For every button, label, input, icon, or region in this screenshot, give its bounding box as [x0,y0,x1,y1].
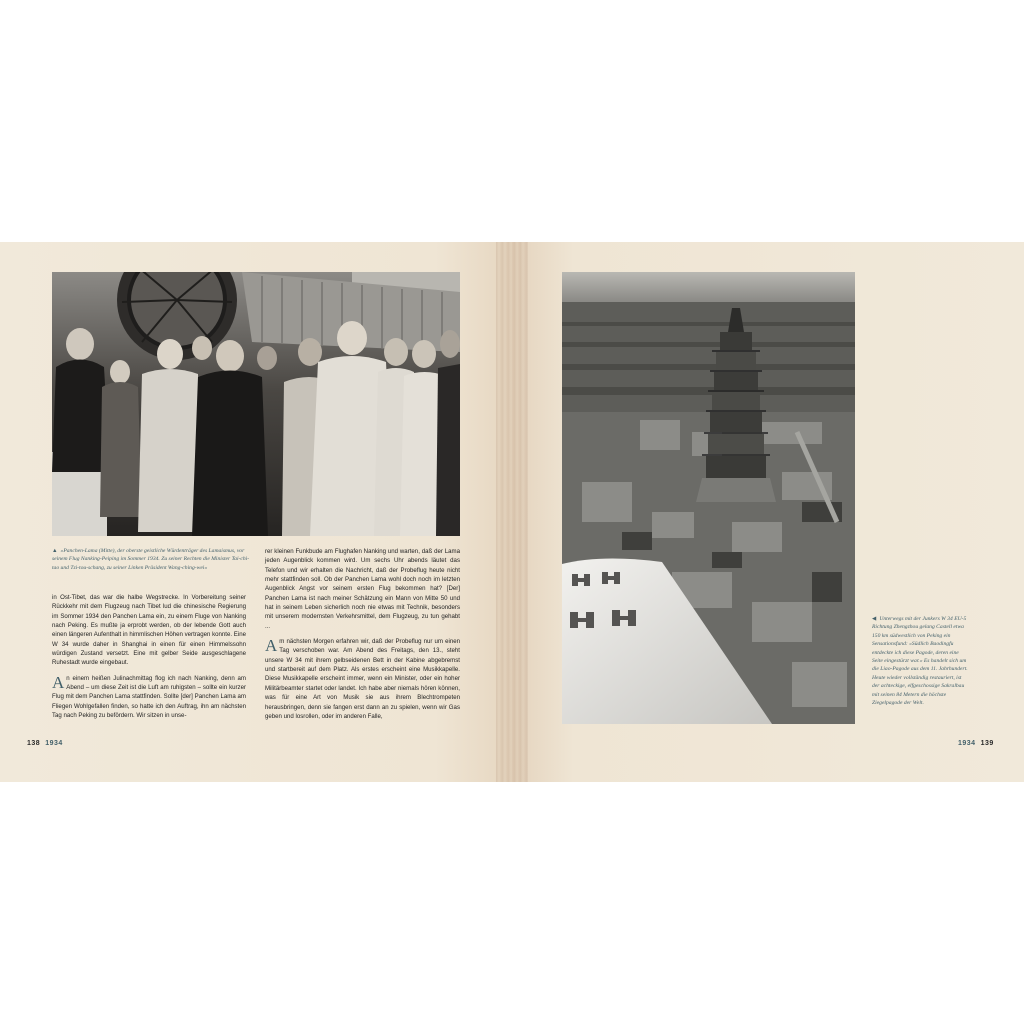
drop-cap: A [265,636,278,656]
book-gutter [496,242,528,782]
book-spread [0,242,1024,782]
running-year: 1934 [45,740,63,747]
caption-pointer-icon: ◀ [872,616,877,622]
paragraph: rer kleinen Funkbude am Flughafen Nanking und warten, daß der Lama jeden Augenblick kommen wird. Um sechs Uhr abends läutet das Telefon und wir erhalten die Nachricht, daß der Probeflug heute nicht mehr stattfinden soll. Ob der Panchen Lama wohl doch noch im letzten Augenblick Angst vor seinem ersten Flug bekommen hat? [Der] Panchen Lama ist nach meiner Schätzung ein Mann von Mitte 50 und hat in seinem Leben sicherlich noch nie etwas mit Technik, besonders mit unserem modernsten Verkehrsmittel, dem Flugzeug, zu tun gehabt ... [265,548,460,630]
left-folio [27,740,68,747]
right-photo-caption: ◀ Unterwegs mit der Junkers W 34 EU-5 Richtung Zhengzhou gelang Castell etwa 150 km südwestlich von Peking ein Sensationsfund: »Südlich Baodingfu entdeckte ich diese Pagode, deren eine Seite eingestürzt war.« Es handelt sich um die Liao-Pagode aus dem 11. Jahrhundert. Heute wieder vollständig restauriert, ist der achteckige, elfgeschossige Sakralbau mit seinen 84 Metern die höchste Ziegelpagode der Welt. [872,616,968,707]
page-number: 139 [980,740,994,747]
text-column-1 [52,593,246,726]
paragraph: in Ost-Tibet, das war die halbe Wegstrecke. In Vorbereitung seiner Rückkehr mit dem Flugzeug nach Tibet lud die chinesische Regierung im Sommer 1934 den Panchen Lama ein, zu einem Fluge von Nanking nach Peking. Es mußte ja erprobt werden, ob der lebende Gott auch einen längeren Aufenthalt in himmlischen Höhen vertragen konnte. Eine W 34 wurde daher in Shanghai in einen für einen Himmelssohn würdigen Zustand versetzt. Eine mit gelber Seide ausgeschlagene Ruhestadt wurde eingebaut. [52,594,246,667]
pagoda-aerial-image [562,272,855,724]
paragraph: An einem heißen Julinachmittag flog ich nach Nanking, denn am Abend – um diese Zeit ist die Luft am ruhigsten – sollte ein kurzer Flug mit dem Panchen Lama stattfinden. Sollte [der] Panchen Lama am Fliegen Wohlgefallen finden, so hatte ich den Auftrag, ihn am nächsten Tag nach Peking zu befördern. Wir sitzen in unse- [52,672,246,720]
text-column-2 [265,547,460,727]
pagoda-aerial-photo [562,272,855,724]
group-photo [52,272,460,536]
page-number: 138 [27,740,41,747]
drop-cap: A [52,672,65,692]
right-folio [953,740,994,747]
running-year: 1934 [958,740,976,747]
paragraph: Am nächsten Morgen erfahren wir, daß der Probeflug nur um einen Tag verschoben war. Am Abend des Freitags, den 13., steht unsere W 34 mit ihrem gelbseidenen Bett in der Kabine abgebremst und startbereit auf dem Platz. Als erstes erscheint eine Musikkapelle. Diese Musikkapelle erscheint immer, wenn ein Minister, oder ein hoher Militärbeamter startet oder landet. Ich habe aber niemals hören können, was für eine Art von Musik sie aus ihrem Blechtrompeten herausbringen, denn sie fangen erst dann an zu spielen, wenn wir Gas geben und losrollen, oder im anderen Falle, [265,636,460,720]
group-photo-image [52,272,460,536]
left-photo-caption: ▲ »Panchen-Lama (Mitte), der oberste geistliche Würdenträger des Lamaismus, vor seinem Flug Nanking-Peiping im Sommer 1934. Zu seiner Rechten die Minister Tai-chi-tao und Tzi-tou-schang, zu seiner Linken Präsident Wang-ching-wei« [52,548,250,571]
caption-pointer-icon: ▲ [52,548,58,554]
